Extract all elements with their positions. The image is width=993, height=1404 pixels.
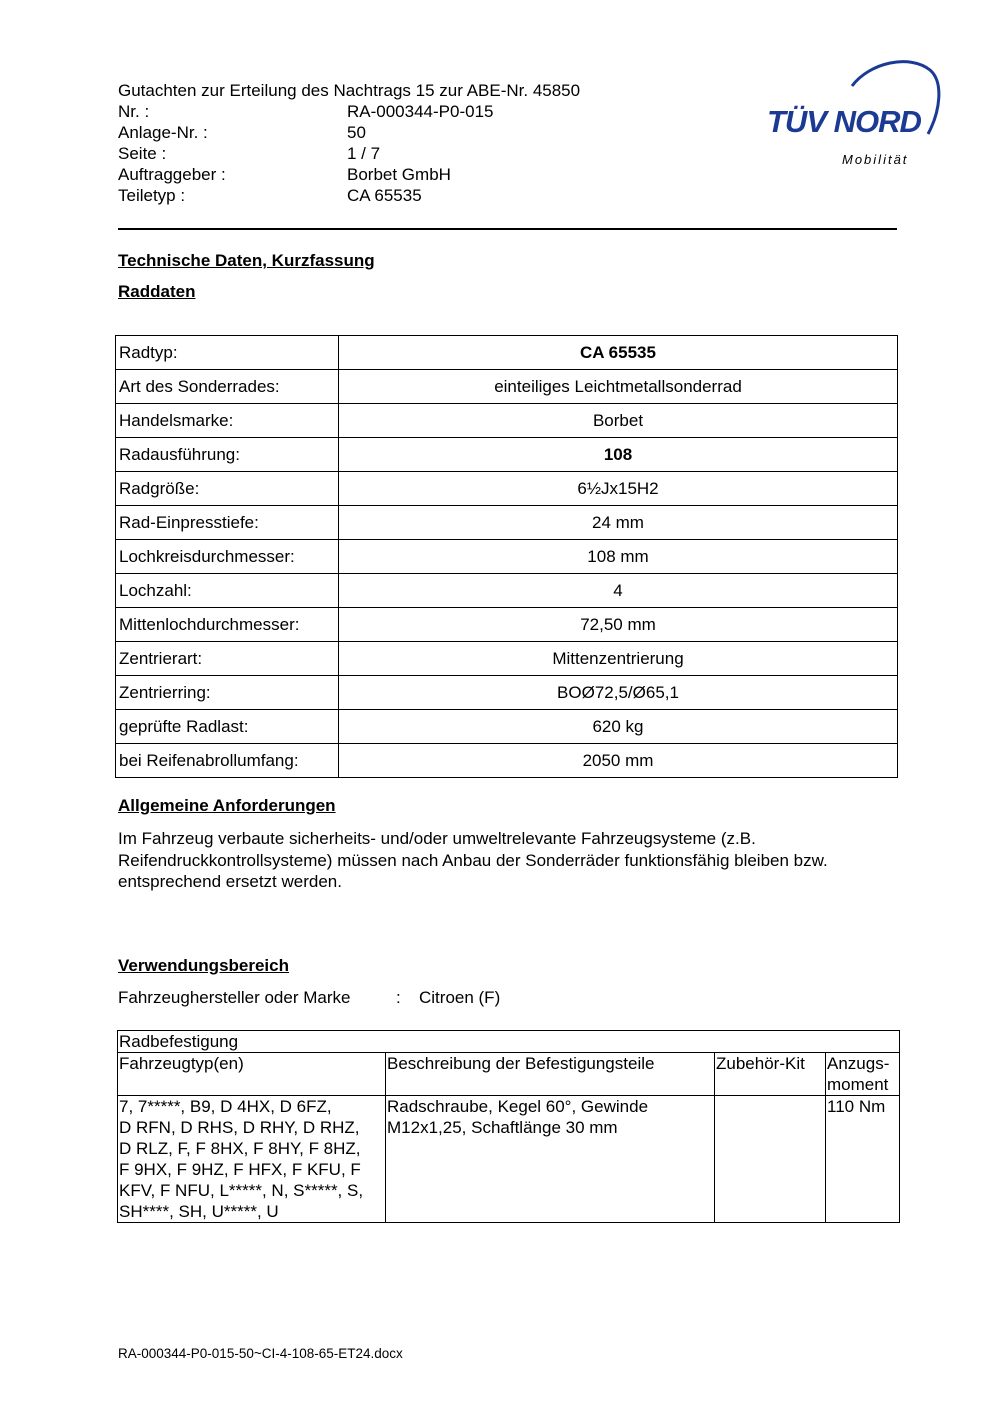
- table-key: geprüfte Radlast:: [116, 710, 339, 744]
- header-value: 50: [347, 123, 366, 142]
- table-key: Lochkreisdurchmesser:: [116, 540, 339, 574]
- table-value: Mittenzentrierung: [339, 642, 898, 676]
- text-line: D RFN, D RHS, D RHY, D RHZ,: [119, 1118, 360, 1137]
- table-value: 6½Jx15H2: [339, 472, 898, 506]
- table-key: Radtyp:: [116, 336, 339, 370]
- tuev-nord-logo: [760, 56, 950, 176]
- text-line: Radschraube, Kegel 60°, Gewinde: [387, 1097, 649, 1116]
- header-row-seite: [118, 143, 580, 164]
- document-header: [118, 80, 580, 206]
- table-key: Mittenlochdurchmesser:: [116, 608, 339, 642]
- wheel-data-table: [115, 335, 898, 778]
- document-title: Gutachten zur Erteilung des Nachtrags 15 zur ABE-Nr. 45850: [118, 81, 581, 100]
- table-value: 620 kg: [339, 710, 898, 744]
- header-row-teiletyp: [118, 185, 580, 206]
- vehicle-types-cell: [118, 1096, 386, 1223]
- table-row: [116, 438, 898, 472]
- table-row: [116, 710, 898, 744]
- header-label: Auftraggeber :: [118, 165, 226, 184]
- table-caption: Radbefestigung: [118, 1031, 900, 1053]
- column-header: Beschreibung der Befestigungsteile: [386, 1053, 715, 1096]
- footer-filename: RA-000344-P0-015-50~CI-4-108-65-ET24.docx: [118, 1346, 403, 1361]
- table-caption-row: [118, 1031, 900, 1053]
- table-key: bei Reifenabrollumfang:: [116, 744, 339, 778]
- table-row: [116, 540, 898, 574]
- header-value: RA-000344-P0-015: [347, 102, 494, 121]
- header-line: moment: [827, 1075, 889, 1094]
- table-key: Rad-Einpresstiefe:: [116, 506, 339, 540]
- table-row: [116, 472, 898, 506]
- table-value: Borbet: [339, 404, 898, 438]
- column-header: Fahrzeugtyp(en): [118, 1053, 386, 1096]
- anforderungen-text: [118, 828, 908, 893]
- maker-value: Citroen (F): [419, 988, 501, 1007]
- header-divider: [118, 228, 897, 230]
- anforderungen-title: Allgemeine Anforderungen: [118, 796, 336, 815]
- table-row: [116, 336, 898, 370]
- description-cell: [386, 1096, 715, 1223]
- table-key: Radausführung:: [116, 438, 339, 472]
- column-header: Zubehör-Kit: [715, 1053, 826, 1096]
- section-title: Technische Daten, Kurzfassung: [118, 251, 375, 270]
- table-value: 24 mm: [339, 506, 898, 540]
- header-value: CA 65535: [347, 186, 422, 205]
- text-line: Reifendruckkontrollsysteme) müssen nach Anbau der Sonderräder funktionsfähig bleiben bzw.: [118, 850, 828, 870]
- header-line: Anzugs-: [827, 1054, 890, 1073]
- table-row: [116, 506, 898, 540]
- header-value: 1 / 7: [347, 144, 381, 163]
- table-row: [116, 404, 898, 438]
- header-label: Anlage-Nr. :: [118, 123, 208, 142]
- text-line: Im Fahrzeug verbaute sicherheits- und/oder umweltrelevante Fahrzeugsysteme (z.B.: [118, 829, 756, 848]
- table-value: 4: [339, 574, 898, 608]
- maker-separator: :: [396, 988, 401, 1007]
- table-row: [116, 676, 898, 710]
- table-key: Lochzahl:: [116, 574, 339, 608]
- maker-line: [118, 988, 500, 1008]
- column-header-torque: [826, 1053, 900, 1096]
- table-value: 72,50 mm: [339, 608, 898, 642]
- table-value: CA 65535: [339, 336, 898, 370]
- maker-label: Fahrzeughersteller oder Marke: [118, 988, 351, 1007]
- header-row-auftraggeber: [118, 164, 580, 185]
- table-row: [118, 1096, 900, 1223]
- table-header-row: [118, 1053, 900, 1096]
- raddaten-title: Raddaten: [118, 282, 196, 301]
- text-line: KFV, F NFU, L*****, N, S*****, S,: [119, 1181, 364, 1200]
- mounting-table: [117, 1030, 900, 1223]
- text-line: entsprechend ersetzt werden.: [118, 872, 342, 891]
- header-row-anlage: [118, 122, 580, 143]
- table-key: Zentrierart:: [116, 642, 339, 676]
- table-key: Zentrierring:: [116, 676, 339, 710]
- text-line: D RLZ, F, F 8HX, F 8HY, F 8HZ,: [119, 1139, 361, 1158]
- verwendung-title: Verwendungsbereich: [118, 956, 289, 975]
- header-label: Teiletyp :: [118, 186, 186, 205]
- table-value: einteiliges Leichtmetallsonderrad: [339, 370, 898, 404]
- table-value: BOØ72,5/Ø65,1: [339, 676, 898, 710]
- logo-brand: TÜV NORD: [767, 104, 921, 139]
- torque-cell: 110 Nm: [826, 1096, 900, 1223]
- table-value: 108 mm: [339, 540, 898, 574]
- header-row-nr: [118, 101, 580, 122]
- table-key: Handelsmarke:: [116, 404, 339, 438]
- table-row: [116, 744, 898, 778]
- text-line: SH****, SH, U*****, U: [119, 1202, 279, 1221]
- logo-subtitle: Mobilität: [842, 152, 909, 167]
- table-value: 108: [339, 438, 898, 472]
- header-value: Borbet GmbH: [347, 165, 451, 184]
- text-line: M12x1,25, Schaftlänge 30 mm: [387, 1118, 618, 1137]
- table-row: [116, 608, 898, 642]
- table-row: [116, 370, 898, 404]
- header-label: Nr. :: [118, 102, 150, 121]
- kit-cell: [715, 1096, 826, 1223]
- text-line: F 9HX, F 9HZ, F HFX, F KFU, F: [119, 1160, 361, 1179]
- table-row: [116, 574, 898, 608]
- table-row: [116, 642, 898, 676]
- table-key: Radgröße:: [116, 472, 339, 506]
- table-value: 2050 mm: [339, 744, 898, 778]
- table-key: Art des Sonderrades:: [116, 370, 339, 404]
- text-line: 7, 7*****, B9, D 4HX, D 6FZ,: [119, 1097, 332, 1116]
- header-label: Seite :: [118, 144, 167, 163]
